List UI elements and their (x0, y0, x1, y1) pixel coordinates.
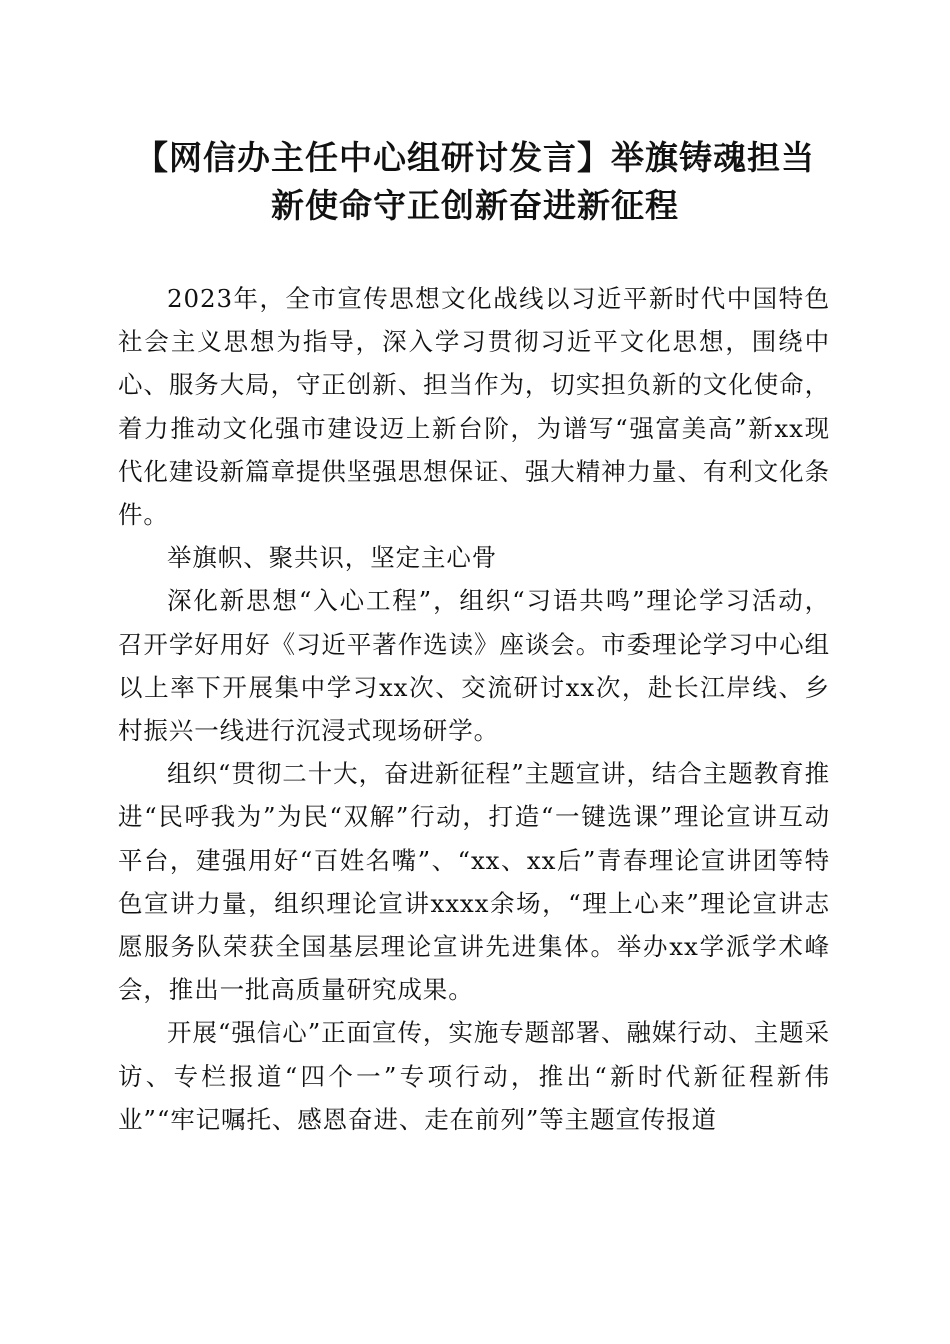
paragraph-intro: 2023年，全市宣传思想文化战线以习近平新时代中国特色社会主义思想为指导，深入学习贯彻习近平文化思想，围绕中心、服务大局，守正创新、担当作为，切实担负新的文化使命，着力推动文化强市建设迈上新台阶，为谱写“强富美高”新xx现代化建设新篇章提供坚强思想保证、强大精神力量、有利文化条件。 (118, 284, 830, 530)
title-line-2: 新使命守正创新奋进新征程 (271, 186, 679, 225)
paragraph-study: 深化新思想“入心工程”，组织“习语共鸣”理论学习活动，召开学好用好《习近平著作选读》座谈会。市委理论学习中心组以上率下开展集中学习xx次、交流研讨xx次，赴长江岸线、乡村振兴一线进行沉浸式现场研学。 (118, 586, 830, 746)
document-title (100, 134, 850, 230)
paragraph-publicity: 开展“强信心”正面宣传，实施专题部署、融媒行动、主题采访、专栏报道“四个一”专项行动，推出“新时代新征程新伟业”“牢记嘱托、感恩奋进、走在前列”等主题宣传报道 (118, 1018, 830, 1134)
paragraph-lectures: 组织“贯彻二十大，奋进新征程”主题宣讲，结合主题教育推进“民呼我为”为民“双解”行动，打造“一键选课”理论宣讲互动平台，建强用好“百姓名嘴”、“xx、xx后”青春理论宣讲团等特色宣讲力量，组织理论宣讲xxxx余场，“理上心来”理论宣讲志愿服务队荣获全国基层理论宣讲先进集体。举办xx学派学术峰会，推出一批高质量研究成果。 (118, 759, 830, 1005)
section-heading: 举旗帜、聚共识，坚定主心骨 (167, 543, 498, 573)
title-line-1: 【网信办主任中心组研讨发言】举旗铸魂担当 (135, 138, 815, 177)
document-body (118, 277, 830, 1141)
